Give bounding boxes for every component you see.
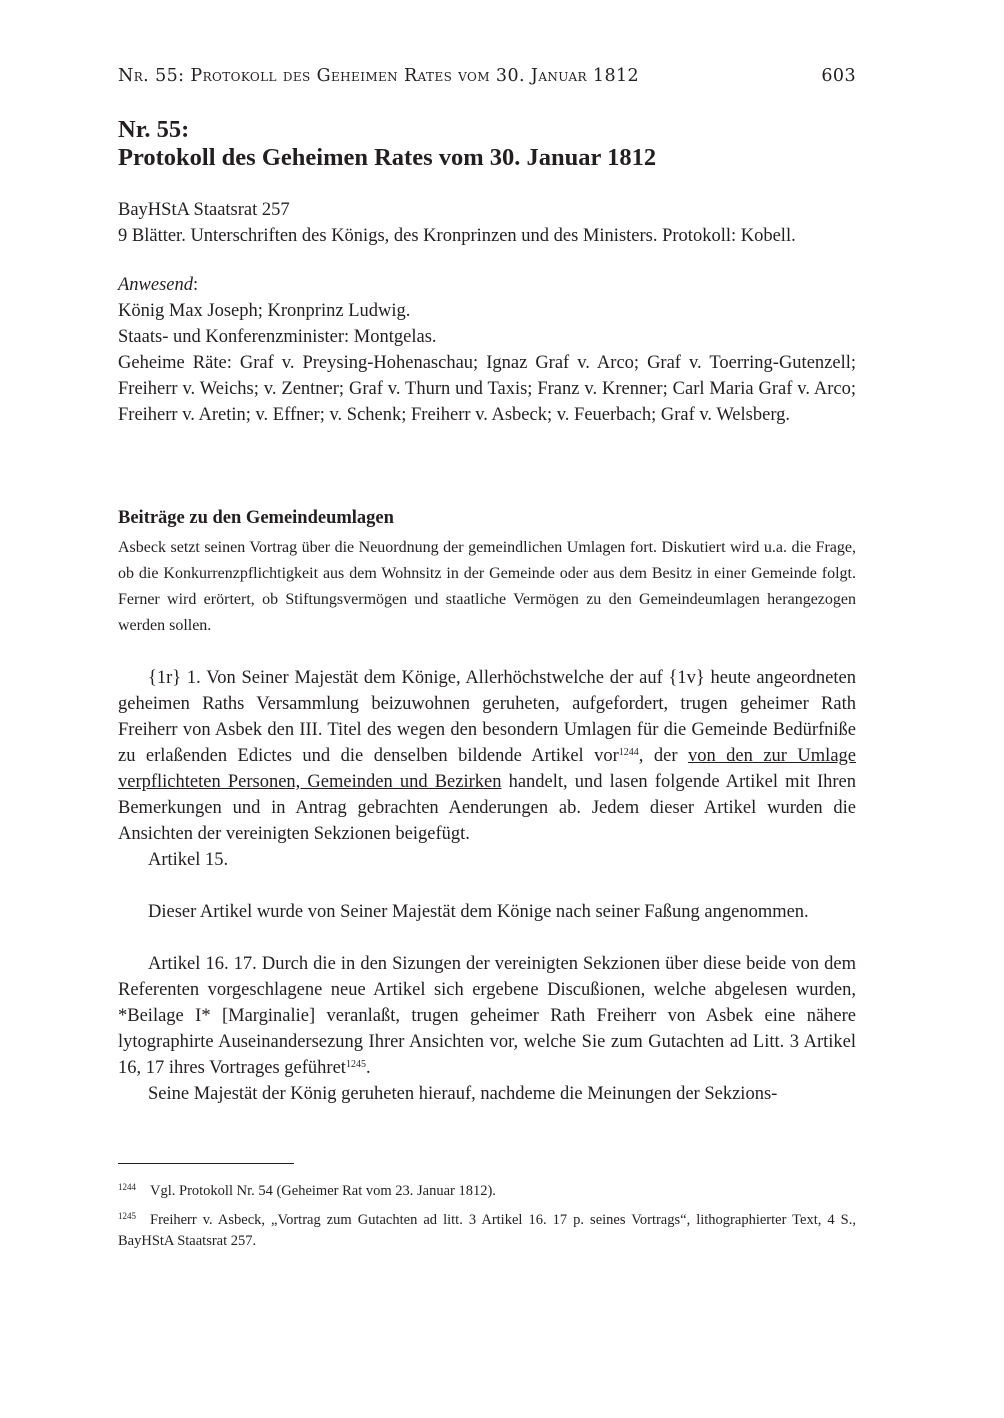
archive-source: BayHStA Staatsrat 257 [118,200,290,220]
section-summary-text: Asbeck setzt seinen Vortrag über die Neuordnung der gemeindlichen Umlagen fort. Diskutiert wird u.a. die Frage, ob die Konkurrenzpflichtigkeit aus dem Wohnsitz in der Gemeinde oder aus dem Besitz in einer Gemeinde folgt. Ferner wird erörtert, ob Stiftungsvermögen und staatliche Vermögen zu den Gemeindeumlagen herangezogen werden sollen. [118,539,856,634]
running-head [118,66,856,86]
footnote-text: Freiherr v. Asbeck, „Vortrag zum Gutachten ad litt. 3 Artikel 16. 17 p. seines Vortrags“, lithographierter Text, 4 S., BayHStA Staatsrat 257. [118,1212,856,1249]
footnote-text: Vgl. Protokoll Nr. 54 (Geheimer Rat vom 23. Januar 1812). [150,1183,496,1199]
attendance-colon: : [193,275,199,295]
footnote-number: 1245 [118,1211,136,1221]
underlined-phrase: von den zur Umlage verpflichteten Personen, Gemeinden und Bezirken [118,746,856,792]
document-title [118,116,856,172]
body-paragraph-1-text: {1r} 1. Von Seiner Majestät dem Könige, Allerhöchstwelche der auf {1v} heute angeordneten geheimen Raths Versammlung beizuwohnen geruheten, aufgefordert, trugen geheimer Rath Freiherr von Asbek den III. Titel des wegen den besondern Umlagen für die Gemeinde Bedürfniße zu erlaßenden Edictes und die denselben bildende Artikel vor [118,668,856,766]
body-paragraph-1-text-c: handelt, und lasen folgende Artikel mit Ihren Bemerkungen und in Antrag gebrachten Aenderungen ab. Jedem dieser Artikel wurden die Ansichten der vereinigten Sekzionen beigefügt. [118,772,856,844]
article-15-resolution: Dieser Artikel wurde von Seiner Majestät dem Könige nach seiner Faßung angenommen. [148,902,809,922]
body-paragraph-3: Seine Majestät der König geruheten hierauf, nachdeme die Meinungen der Sekzions- [148,1084,778,1104]
attendance-label: Anwesend [118,275,194,295]
body-paragraph-2 [118,951,856,1081]
footnote-number: 1244 [118,1182,136,1192]
body-paragraph-2-text-b: . [365,1058,371,1078]
body-paragraph-1 [118,665,856,847]
article-15-heading: Artikel 15. [148,850,229,870]
document-title-number: Nr. 55: [118,116,190,143]
attendance-block [118,272,856,428]
footnotes [118,1177,856,1252]
page-number: 603 [821,66,856,86]
footnote-1244 [118,1177,856,1202]
attendance-minister: Staats- und Konferenzminister: Montgelas. [118,327,437,347]
attendance-councillors: Geheime Räte: Graf v. Preysing-Hohenaschau; Ignaz Graf v. Arco; Graf v. Toerring-Gutenzell; Freiherr v. Weichs; v. Zentner; Graf v. Thurn und Taxis; Franz v. Krenner; Carl Maria Graf v. Arco; Freiherr v. Aretin; v. Effner; v. Schenk; Freiherr v. Asbeck; v. Feuerbach; Graf v. Welsberg. [118,353,856,425]
section-summary [118,535,856,639]
document-title-text: Protokoll des Geheimen Rates vom 30. Januar 1812 [118,144,657,171]
section-heading: Beiträge zu den Gemeindeumlagen [118,508,394,528]
document-metadata [118,197,856,249]
running-head-title: Nr. 55: Protokoll des Geheimen Rates vom 30. Januar 1812 [118,66,640,86]
body-paragraph-2-text: Artikel 16. 17. Durch die in den Sizungen der vereinigten Sekzionen über diese beide von dem Referenten vorgeschlagene neue Artikel sich ergebene Discußionen, welche abgelesen wurden, *Beilage I* [Marginalie] veranlaßt, trugen geheimer Rath Freiherr von Asbek eine nähere lytographirte Auseinandersezung Ihrer Ansichten vor, welche Sie zum Gutachten ad Litt. 3 Artikel 16, 17 ihres Vortrages geführet [118,954,856,1078]
footnote-ref-1245[interactable]: 1245 [345,1059,366,1070]
footnote-rule [118,1163,294,1164]
footnote-1245 [118,1206,856,1252]
attendance-royals: König Max Joseph; Kronprinz Ludwig. [118,301,411,321]
footnote-ref-1244[interactable]: 1244 [618,747,639,758]
archive-description: 9 Blätter. Unterschriften des Königs, des Kronprinzen und des Ministers. Protokoll: Kobell. [118,226,796,246]
body-paragraph-1-text-b: , der [638,746,688,766]
protocol-body [118,665,856,1107]
